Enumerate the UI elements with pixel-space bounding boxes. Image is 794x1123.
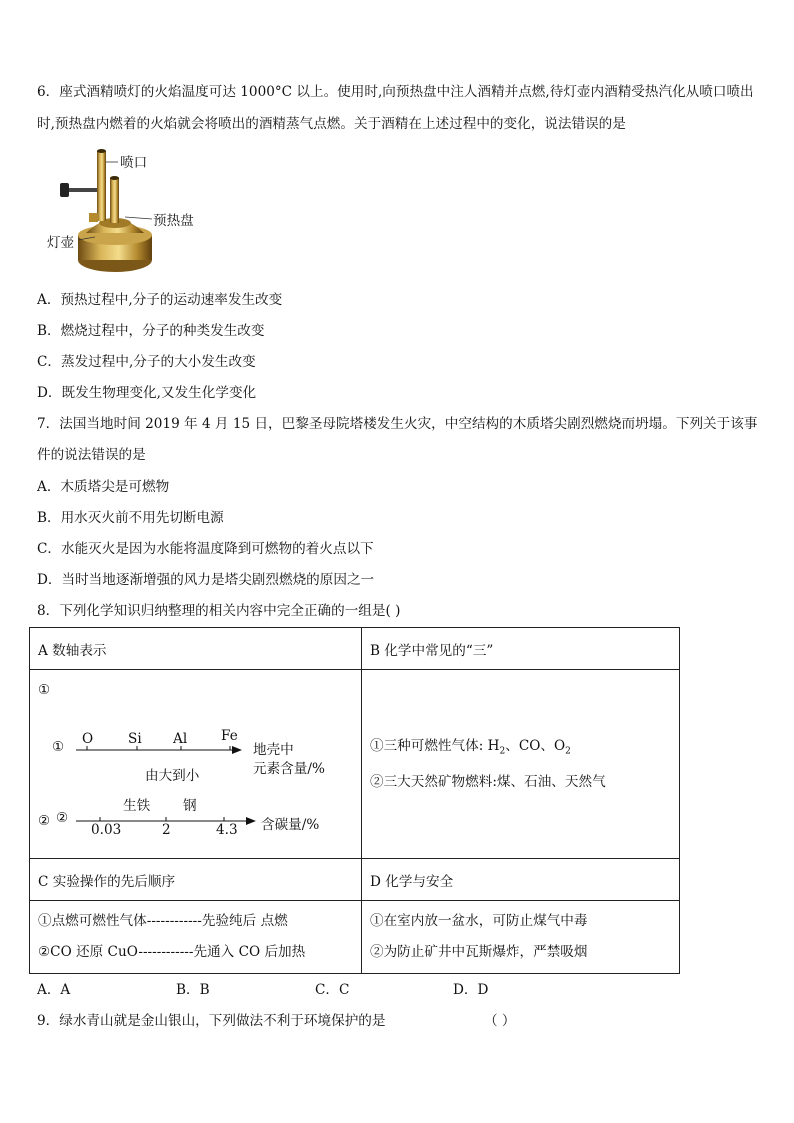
q8-stem: 8．下列化学知识归纳整理的相关内容中完全正确的一组是( ): [37, 603, 401, 619]
label-nozzle: 喷口: [120, 155, 148, 171]
q9-answer-blank: （ ）: [484, 1013, 516, 1029]
axis1-mark: ①: [52, 739, 65, 755]
cell-a-body: [30, 670, 362, 859]
b-item2: ②三大天然矿物燃料:煤、石油、天然气: [370, 773, 606, 790]
q8-answer-b: B．B: [176, 982, 210, 998]
q7-option-c: C．水能灭火是因为水能将温度降到可燃物的着火点以下: [37, 541, 374, 557]
d-item2: ②为防止矿井中瓦斯爆炸，严禁吸烟: [370, 944, 588, 960]
cell-c-header: C 实验操作的先后顺序: [30, 859, 362, 901]
axis2-tick-0-03: 0.03: [91, 822, 122, 838]
cell-a-header: A 数轴表示: [30, 628, 362, 670]
cell-b-header: B 化学中常见的“三”: [362, 628, 680, 670]
axis1-element-si: Si: [128, 731, 142, 747]
q7-option-b: B．用水灭火前不用先切断电源: [37, 510, 224, 526]
q6-stem-line2: 时,预热盘内燃着的火焰就会将喷出的酒精蒸气点燃。关于酒精在上述过程中的变化，说法错误的是: [37, 116, 626, 132]
q7-stem-line2: 件的说法错误的是: [37, 447, 146, 463]
q8-answer-c: C．C: [315, 982, 350, 998]
axis2-name-steel: 钢: [183, 798, 197, 814]
a-mark-top: ①: [38, 682, 51, 698]
q7-option-a: A．木质塔尖是可燃物: [37, 479, 170, 495]
axis2-label: 含碳量/%: [261, 817, 320, 833]
axis2-tick-4-3: 4.3: [216, 822, 238, 838]
c-item1: ①点燃可燃性气体------------先验纯后 点燃: [38, 913, 288, 929]
cell-d-header: D 化学与安全: [362, 859, 680, 901]
axis2-name-pig-iron: 生铁: [123, 798, 151, 814]
axis2-mark-left: ②: [38, 813, 51, 829]
d-item1: ①在室内放一盆水，可防止煤气中毒: [370, 913, 588, 929]
cell-c-body: [30, 901, 362, 974]
q8-knowledge-table: [29, 627, 680, 974]
label-lamp-pot: 灯壶: [47, 235, 75, 251]
axis2-mark-circle: ②: [56, 810, 69, 826]
alcohol-lamp-figure: [40, 143, 220, 283]
axis1-element-al: Al: [173, 731, 188, 747]
cell-b-body: [362, 670, 680, 859]
q6-option-c: C．蒸发过程中,分子的大小发生改变: [37, 354, 256, 370]
b-item1: ①三种可燃性气体: $H_2$、CO、$O_2$: [370, 738, 571, 757]
q6-option-a: A．预热过程中,分子的运动速率发生改变: [37, 292, 283, 308]
axis1-element-o: O: [82, 731, 94, 747]
q7-stem-line1: 7．法国当地时间 2019 年 4 月 15 日，巴黎圣母院塔楼发生火灾，中空结构的木质塔尖剧烈燃烧而坍塌。下列关于该事: [37, 416, 758, 432]
q8-answer-d: D．D: [453, 982, 489, 998]
axis1-label-line1: 地壳中: [253, 742, 294, 758]
q9-stem: 9．绿水青山就是金山银山，下列做法不利于环境保护的是: [37, 1013, 386, 1029]
label-preheat-tray: 预热盘: [153, 213, 194, 229]
axis1-caption: 由大到小: [145, 768, 200, 784]
axis2-tick-2: 2: [162, 822, 171, 838]
cell-d-body: [362, 901, 680, 974]
q6-option-b: B．燃烧过程中，分子的种类发生改变: [37, 323, 265, 339]
q7-option-d: D．当时当地逐渐增强的风力是塔尖剧烈燃烧的原因之一: [37, 572, 375, 588]
q8-answer-a: A．A: [37, 982, 71, 998]
q6-option-d: D．既发生物理变化,又发生化学变化: [37, 385, 257, 401]
axis1-label-line2: 元素含量/%: [253, 761, 325, 777]
c-item2: ②CO 还原 CuO------------先通入 CO 后加热: [38, 944, 306, 960]
q6-stem-line1: 6．座式酒精喷灯的火焰温度可达 1000°C 以上。使用时,向预热盘中注人酒精并点燃,待灯壶内酒精受热汽化从喷口喷出: [37, 84, 754, 100]
axis1-element-fe: Fe: [221, 728, 238, 744]
